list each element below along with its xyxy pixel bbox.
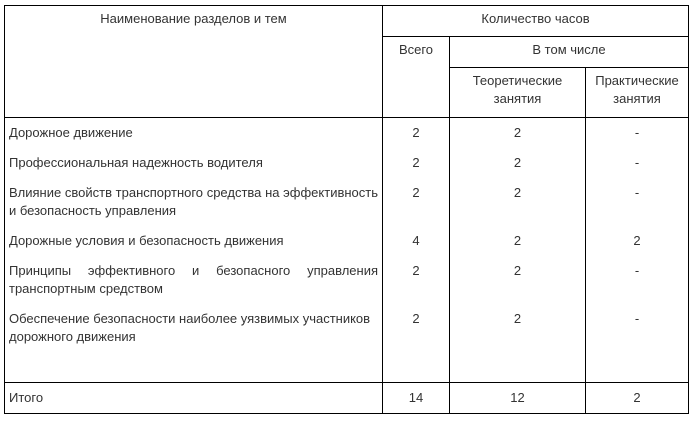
row-total: 2: [383, 256, 450, 304]
summary-practice: 2: [586, 382, 689, 413]
row-total: 2: [383, 148, 450, 178]
row-theory: 2: [450, 148, 586, 178]
row-total: 2: [383, 304, 450, 382]
summary-name: Итого: [5, 382, 383, 413]
table-row: [5, 178, 689, 226]
row-practice: -: [586, 256, 689, 304]
row-theory: 2: [450, 118, 586, 149]
row-total: 2: [383, 118, 450, 149]
row-name: Обеспечение безопасности наиболее уязвимых участников дорожного движения: [5, 304, 383, 382]
row-theory: 2: [450, 304, 586, 382]
table-row: [5, 304, 689, 382]
header-total: Всего: [383, 37, 450, 118]
row-practice: -: [586, 118, 689, 149]
row-theory: 2: [450, 178, 586, 226]
table-row: [5, 256, 689, 304]
hours-table: [4, 5, 689, 414]
header-practice: Практические занятия: [586, 68, 689, 118]
summary-total: 14: [383, 382, 450, 413]
row-practice: -: [586, 304, 689, 382]
header-hours: Количество часов: [383, 6, 689, 37]
table-row: [5, 148, 689, 178]
table-row: [5, 226, 689, 256]
row-practice: 2: [586, 226, 689, 256]
header-including: В том числе: [450, 37, 689, 68]
row-name: Дорожное движение: [5, 118, 383, 149]
row-name: Профессиональная надежность водителя: [5, 148, 383, 178]
table-row: [5, 118, 689, 149]
summary-theory: 12: [450, 382, 586, 413]
row-total: 4: [383, 226, 450, 256]
row-theory: 2: [450, 226, 586, 256]
header-row-1: [5, 6, 689, 37]
row-name: Влияние свойств транспортного средства на эффективность и безопасность управления: [5, 178, 383, 226]
header-theory: Теоретические занятия: [450, 68, 586, 118]
row-total: 2: [383, 178, 450, 226]
row-name: Дорожные условия и безопасность движения: [5, 226, 383, 256]
row-name: Принципы эффективного и безопасного управления транспортным средством: [5, 256, 383, 304]
row-practice: -: [586, 148, 689, 178]
summary-row: [5, 382, 689, 413]
header-sections: Наименование разделов и тем: [5, 6, 383, 118]
body-group: [5, 118, 689, 383]
row-theory: 2: [450, 256, 586, 304]
row-practice: -: [586, 178, 689, 226]
